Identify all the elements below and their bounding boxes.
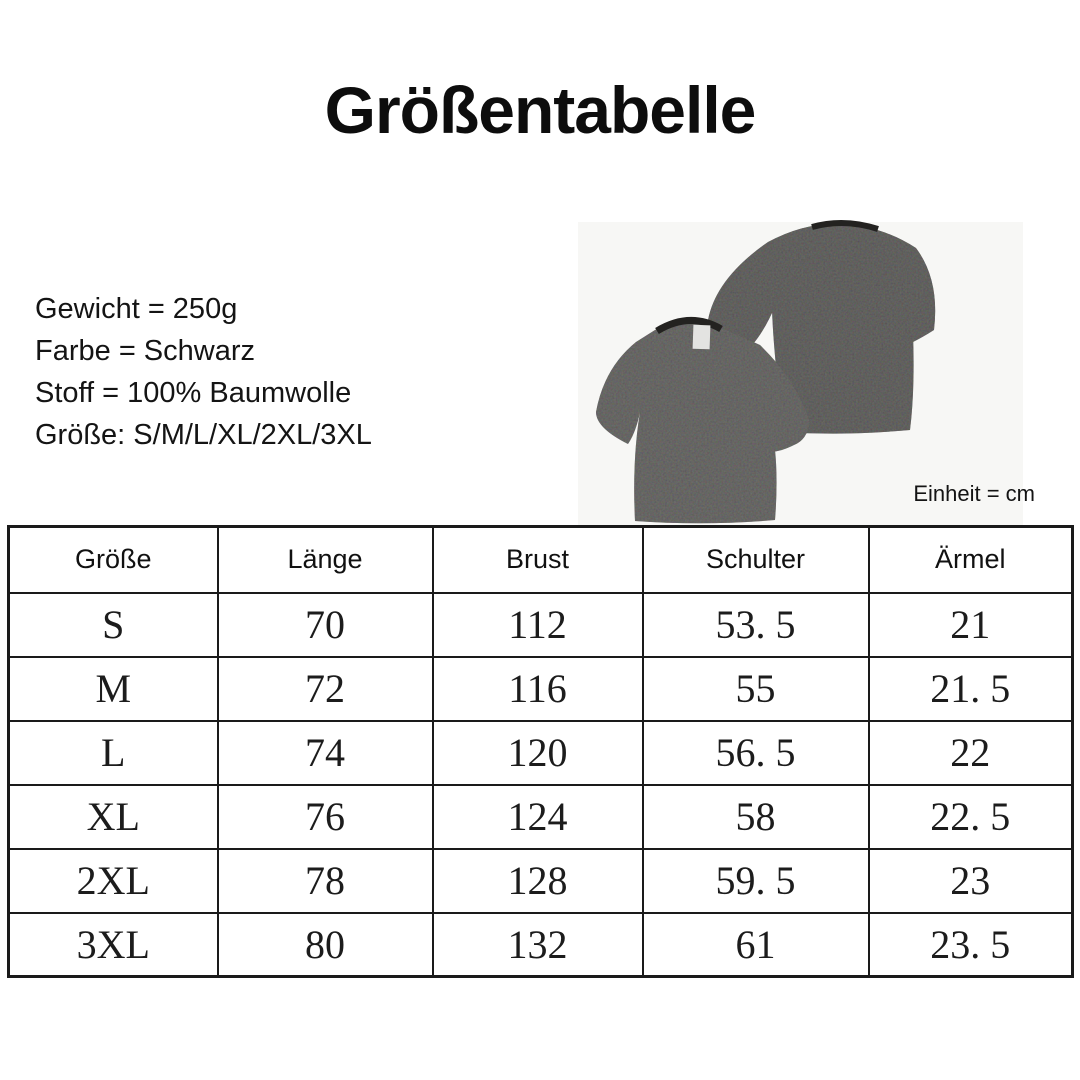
cell-brust: 120 [433, 721, 643, 785]
cell-schulter: 59. 5 [643, 849, 869, 913]
cell-schulter: 56. 5 [643, 721, 869, 785]
info-weight: Gewicht = 250g [35, 293, 238, 325]
info-color: Farbe = Schwarz [35, 335, 256, 367]
col-header-schulter: Schulter [643, 527, 869, 593]
info-fabric: Stoff = 100% Baumwolle [35, 377, 352, 409]
unit-note: Einheit = cm [913, 481, 1035, 506]
cell-laenge: 76 [218, 785, 433, 849]
table-row [9, 593, 1073, 657]
size-table [7, 525, 1074, 978]
col-header-aermel: Ärmel [869, 527, 1073, 593]
neck-label [693, 325, 711, 350]
cell-size: S [9, 593, 218, 657]
cell-schulter: 58 [643, 785, 869, 849]
cell-size: XL [9, 785, 218, 849]
cell-schulter: 55 [643, 657, 869, 721]
cell-aermel: 21 [869, 593, 1073, 657]
table-row [9, 785, 1073, 849]
cell-brust: 112 [433, 593, 643, 657]
cell-brust: 124 [433, 785, 643, 849]
table-row [9, 657, 1073, 721]
cell-laenge: 74 [218, 721, 433, 785]
table-row [9, 721, 1073, 785]
col-header-laenge: Länge [218, 527, 433, 593]
cell-laenge: 72 [218, 657, 433, 721]
cell-schulter: 53. 5 [643, 593, 869, 657]
page-title: Größentabelle [324, 73, 756, 147]
cell-brust: 128 [433, 849, 643, 913]
cell-schulter: 61 [643, 913, 869, 977]
cell-size: M [9, 657, 218, 721]
table-row [9, 913, 1073, 977]
cell-brust: 132 [433, 913, 643, 977]
cell-size: 3XL [9, 913, 218, 977]
cell-aermel: 22 [869, 721, 1073, 785]
cell-aermel: 21. 5 [869, 657, 1073, 721]
cell-size: L [9, 721, 218, 785]
col-header-brust: Brust [433, 527, 643, 593]
cell-size: 2XL [9, 849, 218, 913]
table-header-row [9, 527, 1073, 593]
product-info-block [35, 288, 372, 456]
table-row [9, 849, 1073, 913]
col-header-groesse: Größe [9, 527, 218, 593]
cell-laenge: 80 [218, 913, 433, 977]
cell-aermel: 22. 5 [869, 785, 1073, 849]
cell-laenge: 70 [218, 593, 433, 657]
product-photo [560, 192, 1045, 525]
cell-aermel: 23 [869, 849, 1073, 913]
cell-laenge: 78 [218, 849, 433, 913]
info-sizes: Größe: S/M/L/XL/2XL/3XL [35, 419, 372, 451]
cell-brust: 116 [433, 657, 643, 721]
cell-aermel: 23. 5 [869, 913, 1073, 977]
